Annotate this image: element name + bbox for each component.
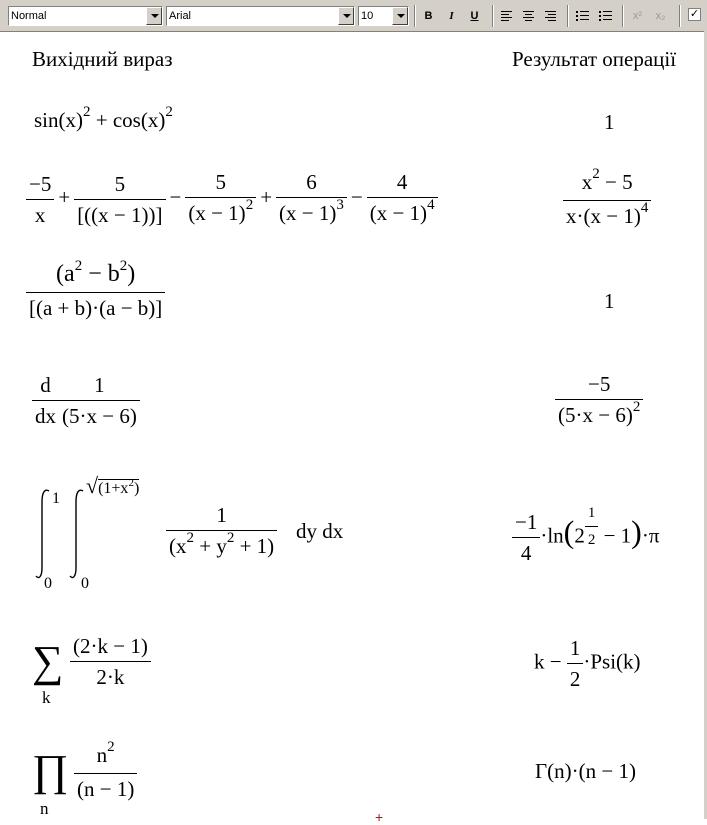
font-select-value: Arial: [169, 10, 192, 22]
italic-button[interactable]: I: [449, 10, 454, 22]
align-center-button[interactable]: [519, 6, 538, 26]
expression-derivative[interactable]: $\frac{d}{dx}$ $\frac{1}{(5\cdot x - 6)}$: [32, 373, 140, 428]
product-index: n: [40, 799, 49, 818]
toolbar-separator: [679, 5, 681, 27]
font-size-select[interactable]: [358, 6, 409, 26]
align-left-button[interactable]: [497, 6, 516, 26]
style-select-value: Normal: [11, 10, 47, 22]
result-sum: k − $\frac{1}{2}$ ·Psi(k): [534, 636, 641, 691]
expression-trig-identity[interactable]: $\sin(x)^2 + \cos(x)^2$: [34, 104, 173, 132]
chevron-down-icon[interactable]: [338, 7, 354, 25]
result-product: Γ(n)·(n − 1): [535, 759, 636, 783]
outer-lower-limit: 0: [44, 575, 52, 592]
result-double-integral: $\frac{-1}{4}$ ·ln(2 $^{\frac{1}{2}}$ − 1)·π: [512, 510, 659, 565]
integral-differentials: dy dx: [296, 519, 344, 543]
inner-upper-limit: $√(1+x^2)$: [86, 473, 140, 498]
bold-button[interactable]: B: [424, 10, 433, 22]
integral-sign-inner: [68, 488, 88, 580]
subscript-button[interactable]: x₂: [655, 10, 666, 22]
result-difference-of-squares: 1: [604, 289, 615, 313]
insertion-cursor-icon[interactable]: +: [375, 809, 384, 825]
superscript-button[interactable]: x²: [632, 10, 643, 22]
align-right-button[interactable]: [541, 6, 560, 26]
underline-button[interactable]: U: [470, 10, 479, 22]
toolbar-separator: [567, 5, 569, 27]
font-size-value: 10: [361, 10, 374, 22]
integral-sign-outer: [34, 488, 54, 580]
toolbar-separator: [622, 5, 624, 27]
summation-sign: ∑: [32, 637, 64, 686]
chevron-down-icon[interactable]: [392, 7, 408, 25]
result-trig-identity: 1: [604, 110, 615, 134]
product-sign: ∏: [32, 746, 69, 795]
summation-index: k: [42, 688, 51, 707]
toolbar-separator: [492, 5, 494, 27]
integrand: $\frac{1}{(x^2 + y^2 + 1)}$: [166, 503, 277, 561]
formatting-toolbar: [0, 0, 707, 32]
multiplicand: $\frac{n^2}{(n - 1)}$: [74, 743, 137, 801]
chevron-down-icon[interactable]: [146, 7, 162, 25]
source-expression-header: Вихідний вираз: [32, 47, 173, 71]
inner-lower-limit: 0: [81, 575, 89, 592]
expression-partial-fractions[interactable]: $\frac{-5}{x}$ + $\frac{5}{[((x - 1))]}$ − $\frac{5}{(x - 1)^2}$ + $\frac{6}{(x - 1)^3}$ − $\frac{4}{(x - 1)^4}$: [26, 170, 438, 228]
result-partial-fractions: $\frac{x^2 - 5}{x\cdot(x - 1)^4}$: [563, 170, 651, 231]
toolbar-checkbox[interactable]: ✓: [689, 8, 700, 20]
numbered-list-button[interactable]: [596, 6, 615, 26]
style-select[interactable]: [8, 6, 163, 26]
result-derivative: $\frac{-5}{(5\cdot x - 6)^2}$: [555, 372, 643, 430]
result-header: Результат операції: [512, 47, 677, 71]
expression-difference-of-squares[interactable]: $\frac{(a^2 - b^2)}{[(a + b)\cdot(a - b)]}$: [26, 262, 165, 320]
bullet-list-button[interactable]: [573, 6, 592, 26]
font-select[interactable]: [166, 6, 355, 26]
outer-upper-limit: 1: [52, 490, 60, 507]
toolbar-separator: [414, 5, 416, 27]
summand: $\frac{(2\cdot k - 1)}{2\cdot k}$: [70, 634, 151, 689]
